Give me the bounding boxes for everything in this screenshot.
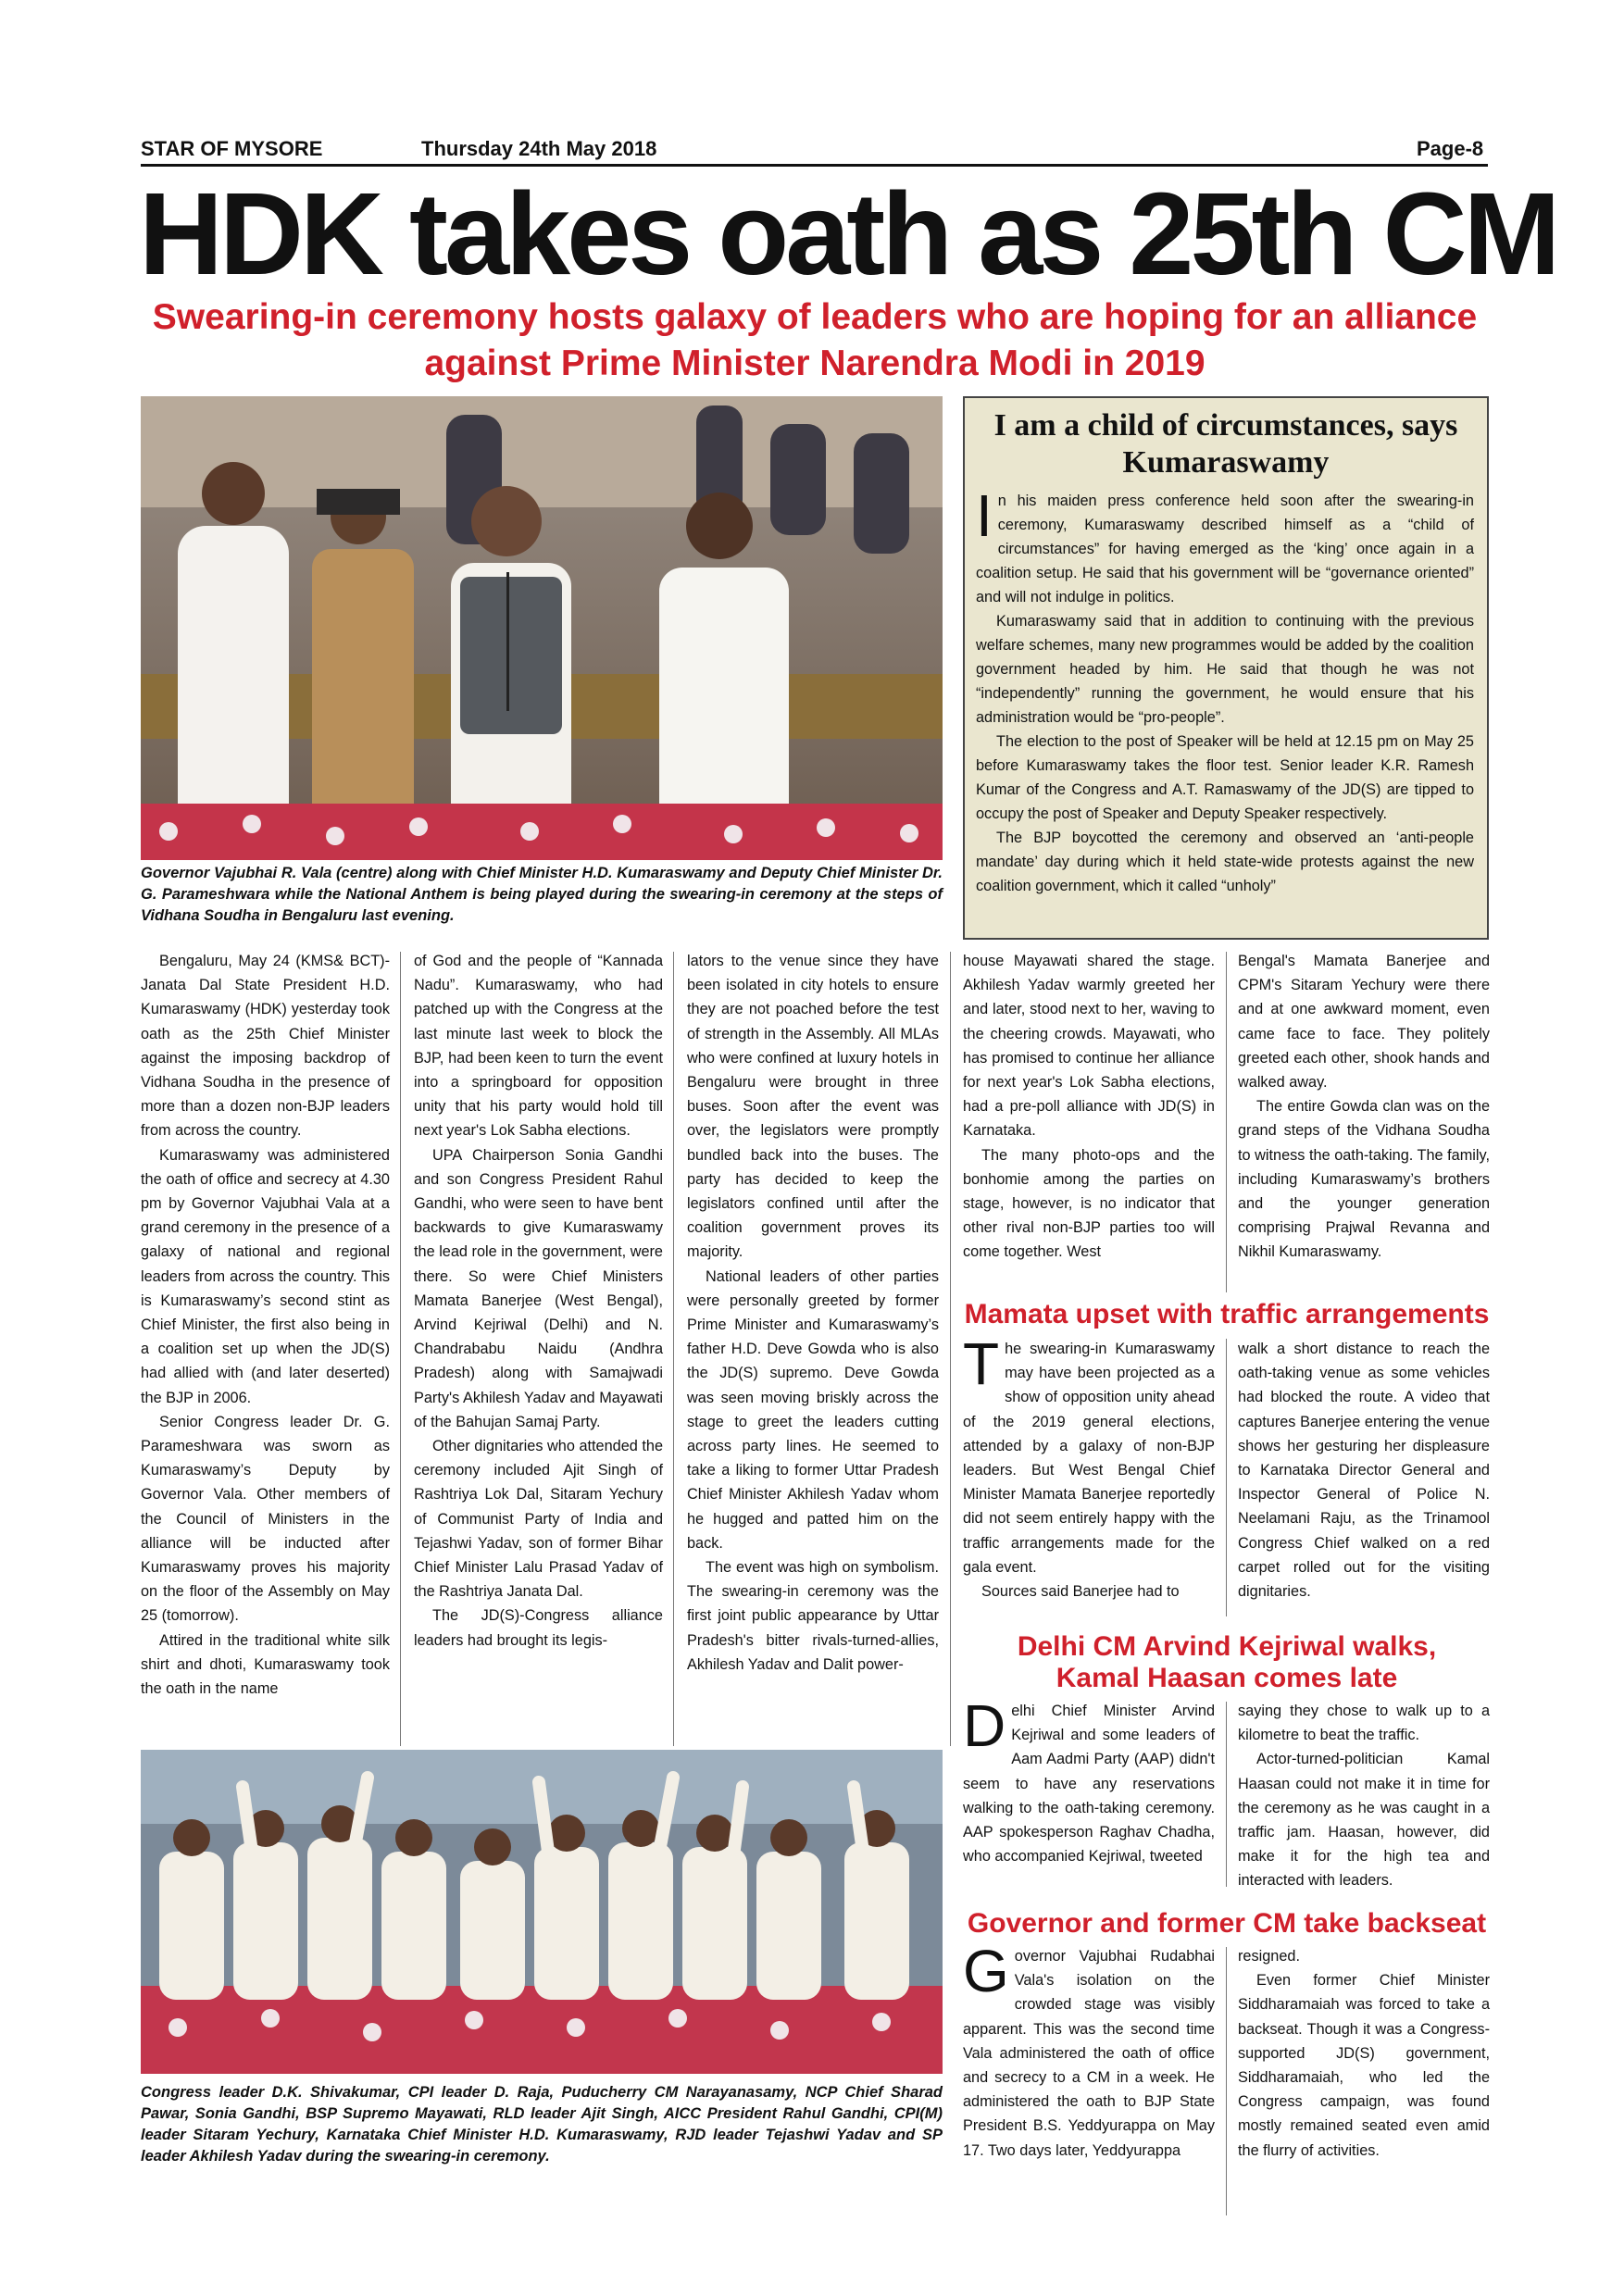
sidebar-title: I am a child of circumstances, says Kumaraswamy (993, 408, 1458, 480)
sidebar-dropcap: I (976, 482, 993, 549)
sidebar-paragraph: Kumaraswamy said that in addition to continuing with the previous welfare schemes, many new programmes would be added by the coalition government headed by him. He said that though he was not “independently” running the government, he would ensure that his administration would be “pro-people”. (976, 613, 1474, 726)
article-paragraph: National leaders of other parties were personally greeted by former Prime Minister and Kumaraswamy’s father H.D. Deve Gowda who is also the JD(S) supremo. Deve Gowda was seen moving briskly across the stage to greet the leaders cutting across party lines. He seemed to take a liking to former Uttar Pradesh Chief Minister Akhilesh Yadav whom he hugged and patted him on the back. (687, 1267, 939, 1552)
column-rule (1226, 1947, 1227, 2215)
column-rule (1226, 1339, 1227, 1616)
article-paragraph: Senior Congress leader Dr. G. Parameshwara was sworn as Kumaraswamy’s Deputy by Governor Vala. Other members of the Council of Ministers in the alliance will be inducted after Kumaraswamy proves his majority on the floor of the Assembly on May 25 (tomorrow). (141, 1413, 390, 1625)
article-paragraph: Bengaluru, May 24 (KMS& BCT)- Janata Dal State President H.D. Kumaraswamy (HDK) yesterday took oath as the 25th Chief Minister against the imposing backdrop of Vidhana Soudha in the presence of more than a dozen non-BJP leaders from across the country. (141, 953, 390, 1140)
article-paragraph: Attired in the traditional white silk shirt and dhoti, Kumaraswamy took the oath in the name (141, 1631, 390, 1698)
article-paragraph: of God and the people of “Kannada Nadu”. Kumaraswamy, who had patched up with the Congress at the last minute last week to block the BJP, had been keen to turn the event into a springboard for opposition unity that his party would hold till next year's Lok Sabha elections. (414, 953, 663, 1140)
article-paragraph: overnor Vajubhai Rudabhai Vala's isolation on the crowded stage was visibly apparent. This was the second time Vala administered the oath of office and secrecy to a CM in a week. He administered the oath to BJP State President B.S. Yeddyurappa on May 17. Two days later, Yeddyurappa (963, 1948, 1215, 2159)
delhi-column-1 (963, 1692, 1215, 1868)
article-paragraph: house Mayawati shared the stage. Akhilesh Yadav warmly greeted her and later, stood next to her, waving to the cheering crowds. Mayawati, who has promised to continue her alliance for next year's Lok Sabha elections, had a pre-poll alliance with JD(S) in Karnataka. (963, 953, 1215, 1140)
article-paragraph: Sources said Banerjee had to (981, 1583, 1180, 1601)
mamata-column-1 (963, 1330, 1215, 1603)
issue-date: Thursday 24th May 2018 (421, 137, 657, 160)
article-paragraph: The JD(S)-Congress alliance leaders had brought its legis- (414, 1607, 663, 1649)
paper-name: STAR OF MYSORE (141, 137, 323, 160)
article-paragraph: The event was high on symbolism. The swearing-in ceremony was the first joint public appearance by Uttar Pradesh's bitter rivals-turned-allies, Akhilesh Yadav and Dalit power- (687, 1559, 939, 1673)
article-paragraph: The many photo-ops and the bonhomie among the parties on stage, however, is no indicator that other rival non-BJP parties too will come together. West (963, 1146, 1215, 1261)
mamata-dropcap: T (963, 1330, 1000, 1397)
governor-column-2 (1238, 1944, 1490, 2163)
photo-swearing-in-image (141, 396, 943, 860)
mamata-headline: Mamata upset with traffic arrangements (964, 1299, 1490, 1329)
photo-leaders (141, 1750, 943, 2074)
delhi-column-2 (1238, 1699, 1490, 1893)
article-column-5 (1238, 949, 1490, 1265)
article-paragraph: UPA Chairperson Sonia Gandhi and son Congress President Rahul Gandhi, who were seen to have bent backwards to give Kumaraswamy the lead role in the government, were there. So were Chief Ministers Mamata Banerjee (West Bengal), Arvind Kejriwal (Delhi) and N. Chandrababu Naidu (Andhra Pradesh) along with Samajwadi Party's Akhilesh Yadav and Mayawati of the Bahujan Samaj Party. (414, 1146, 663, 1430)
delhi-dropcap: D (963, 1692, 1006, 1759)
article-paragraph: Other dignitaries who attended the ceremony included Ajit Singh of Rashtriya Lok Dal, Sitaram Yechury of Communist Party of India and Tejashwi Yadav, son of former Bihar Chief Minister Lalu Prasad Yadav of the Rashtriya Janata Dal. (414, 1438, 663, 1601)
governor-column-1 (963, 1938, 1215, 2163)
mamata-column-2 (1238, 1337, 1490, 1603)
sidebar-paragraph: The election to the post of Speaker will be held at 12.15 pm on May 25 before Kumaraswamy takes the floor test. Senior leader K.R. Ramesh Kumar of the Congress and A.T. Ramaswamy of the JD(S) are tipped to occupy the post of Speaker and Deputy Speaker respectively. (976, 733, 1474, 822)
sidebar-paragraph: The BJP boycotted the ceremony and observed an ‘anti-people mandate’ day during which it held state-wide protests against the new coalition government, which it called “unholy” (976, 830, 1474, 894)
governor-headline: Governor and former CM take backseat (967, 1908, 1487, 1939)
photo-leaders-caption: Congress leader D.K. Shivakumar, CPI leader D. Raja, Puducherry CM Narayanasamy, NCP Chief Sharad Pawar, Sonia Gandhi, BSP Supremo Mayawati, RLD leader Ajit Singh, AICC President Rahul Gandhi, CPI(M) leader Sitaram Yechury, Karnataka Chief Minister H.D. Kumaraswamy, RJD leader Tejashwi Yadav and SP leader Akhilesh Yadav during the swearing-in ceremony. (141, 2084, 943, 2165)
article-paragraph: Kumaraswamy was administered the oath of office and secrecy at 4.30 pm by Governor Vajubhai Vala at a grand ceremony in the presence of a galaxy of national and regional leaders from across the country. This is Kumaraswamy’s second stint as Chief Minister, the first also being in a coalition set up when the JD(S) had allied with (and later deserted) the BJP in 2006. (141, 1146, 390, 1406)
sidebar-box (963, 396, 1489, 940)
photo-leaders-image (141, 1750, 943, 2074)
article-column-2 (414, 949, 663, 1653)
article-paragraph: The entire Gowda clan was on the grand steps of the Vidhana Soudha to witness the oath-taking. The family, including Kumaraswamy’s brothers and the younger generation comprising Prajwal Revanna and Nikhil Kumaraswamy. (1238, 1098, 1490, 1261)
delhi-headline: Delhi CM Arvind Kejriwal walks, Kamal Haasan comes late (1017, 1631, 1437, 1693)
article-paragraph: walk a short distance to reach the oath-taking venue as some vehicles had blocked the route. A video that captures Banerjee entering the venue shows her gesturing her displeasure to Karnataka Director General and Inspector General of Police N. Neelamani Raju, as the Trinamool Congress Chief walked on a red carpet rolled out for the visiting dignitaries. (1238, 1341, 1490, 1601)
article-column-1 (141, 949, 390, 1701)
governor-dropcap: G (963, 1938, 1009, 2004)
article-paragraph: elhi Chief Minister Arvind Kejriwal and some leaders of Aam Aadmi Party (AAP) didn't seem to have any reservations walking to the oath-taking ceremony. AAP spokesperson Raghav Chadha, who accompanied Kejriwal, tweeted (963, 1703, 1215, 1866)
article-paragraph: saying they chose to walk up to a kilometre to beat the traffic. (1238, 1703, 1490, 1744)
article-paragraph: Bengal's Mamata Banerjee and CPM's Sitaram Yechury were there and at one awkward moment, even came face to face. They politely greeted each other, shook hands and walked away. (1238, 953, 1490, 1092)
column-rule (1226, 952, 1227, 1292)
article-column-3 (687, 949, 939, 1677)
article-paragraph: Actor-turned-politician Kamal Haasan could not make it in time for the ceremony as he was caught in a traffic jam. Haasan, however, did make it for the high tea and interacted with leaders. (1238, 1751, 1490, 1890)
photo-swearing-in-caption: Governor Vajubhai R. Vala (centre) along with Chief Minister H.D. Kumaraswamy and Deputy Chief Minister Dr. G. Parameshwara while the National Anthem is being played during the swearing-in ceremony at the steps of Vidhana Soudha in Bengaluru last evening. (141, 865, 943, 924)
article-paragraph: he swearing-in Kumaraswamy may have been projected as a show of opposition unity ahead of the 2019 general elections, attended by a galaxy of non-BJP leaders. But West Bengal Chief Minister Mamata Banerjee reportedly did not seem entirely happy with the traffic arrangements made for the gala event. (963, 1341, 1215, 1576)
article-column-4 (963, 949, 1215, 1265)
column-rule (673, 952, 674, 1746)
article-paragraph: resigned. (1238, 1948, 1300, 1965)
sidebar-paragraph: n his maiden press conference held soon after the swearing-in ceremony, Kumaraswamy described himself as a “child of circumstances” for having emerged as the ‘king’ once again in a coalition setup. He said that his government will be “governance oriented” and will not indulge in politics. (976, 493, 1474, 605)
article-paragraph: Even former Chief Minister Siddharamaiah was forced to take a backseat. Though it was a Congress-supported JD(S) government, Siddharamaiah, who led the Congress campaign, was found mostly remained seated even amid the flurry of activities. (1238, 1972, 1490, 2159)
article-paragraph: lators to the venue since they have been isolated in city hotels to ensure they are not poached before the test of strength in the Assembly. All MLAs who were confined at luxury hotels in Bengaluru were brought in three buses. Soon after the event was over, the legislators were promptly bundled back into the buses. The party has decided to keep the legislators confined until after the coalition government proves its majority. (687, 953, 939, 1261)
page-number: Page-8 (1417, 137, 1484, 160)
column-rule (400, 952, 401, 1746)
column-rule (1226, 1702, 1227, 1887)
deck: Swearing-in ceremony hosts galaxy of leaders who are hoping for an alliance against Prime Minister Narendra Modi in 2019 (152, 297, 1478, 383)
photo-swearing-in (141, 396, 943, 860)
column-rule (950, 952, 951, 1746)
headline: HDK takes oath as 25th CM (139, 168, 1557, 299)
